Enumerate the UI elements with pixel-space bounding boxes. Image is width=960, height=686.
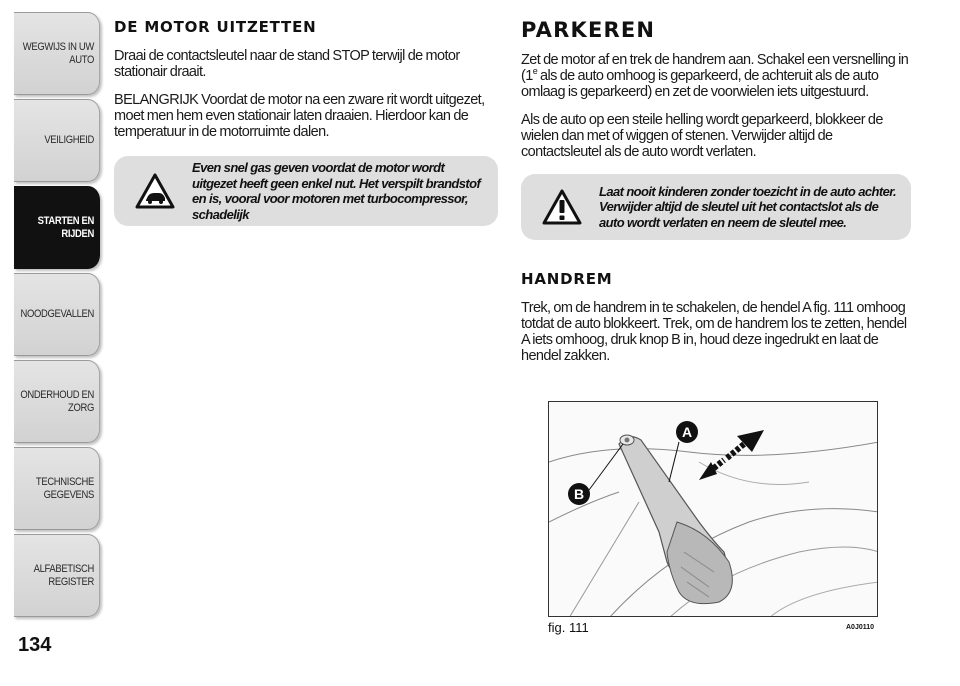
paragraph: Trek, om de handrem in te schakelen, de hendel A fig. 111 omhoog totdat de auto blokkeert. Trek, om de handrem los te zetten, hendel A iets omhoog, druk knop B in, houd deze ingedrukt en laat de hendel zakken. [521,300,907,364]
paragraph: BELANGRIJK Voordat de motor na een zware rit wordt uitgezet, moet men hem even stationair laten draaien. Hierdoor kan de temperatuur in de motorruimte dalen. [114,92,485,140]
tab-onderhoud-en-zorg[interactable]: ONDERHOUD EN ZORG [14,360,100,443]
section-heading-handrem: HANDREM [521,270,613,288]
warning-text: Laat nooit kinderen zonder toezicht in de auto achter. Verwijder altijd de sleutel uit het contactslot als de auto wordt verlaten en neem de sleutel mee. [599,183,896,230]
superscript: e [532,66,538,77]
left-column [114,18,498,226]
figure-code: A0J0110 [846,624,875,631]
figure-caption: fig. 111 [548,620,589,635]
warning-triangle-icon [533,189,591,225]
tab-starten-en-rijden[interactable]: STARTEN EN RIJDEN [14,186,100,269]
section-heading-parkeren: PARKEREN [521,18,656,42]
warning-box [521,174,911,240]
paragraph-part: Zet de motor af en trek de handrem aan. Schakel een versnelling in (1 [521,52,909,84]
paragraph: Draai de contactsleutel naar de stand STOP terwijl de motor stationair draait. [114,48,460,80]
eco-car-warning-icon [126,173,184,209]
tab-technische-gegevens[interactable]: TECHNISCHE GEGEVENS [14,447,100,530]
page-number: 134 [18,634,52,656]
section-heading-motor-uitzetten: DE MOTOR UITZETTEN [114,18,317,36]
tab-veiligheid[interactable]: VEILIGHEID [14,99,100,182]
tab-wegwijs[interactable]: WEGWIJS IN UW AUTO [14,12,100,95]
handbrake-illustration [549,402,878,617]
eco-notice-text: Even snel gas geven voordat de motor wordt uitgezet heeft geen enkel nut. Het verspilt brandstof en is, vooral voor motoren met turbocompressor, schadelijk [192,160,481,222]
paragraph [521,52,911,100]
callout-a: A [681,424,693,440]
eco-notice-box [114,156,498,226]
callout-b: B [573,486,585,502]
paragraph-part: als de auto omhoog is geparkeerd, de achteruit als de auto omlaag is geparkeerd) en zet de voorwielen iets uitgestuurd. [521,68,879,100]
right-column [521,18,911,376]
tab-noodgevallen[interactable]: NOODGEVALLEN [14,273,100,356]
tab-alfabetisch-register[interactable]: ALFABETISCH REGISTER [14,534,100,617]
handbrake-figure [548,401,878,617]
paragraph: Als de auto op een steile helling wordt geparkeerd, blokkeer de wielen dan met of wiggen of stenen. Verwijder altijd de contactsleutel als de auto wordt verlaten. [521,112,883,160]
